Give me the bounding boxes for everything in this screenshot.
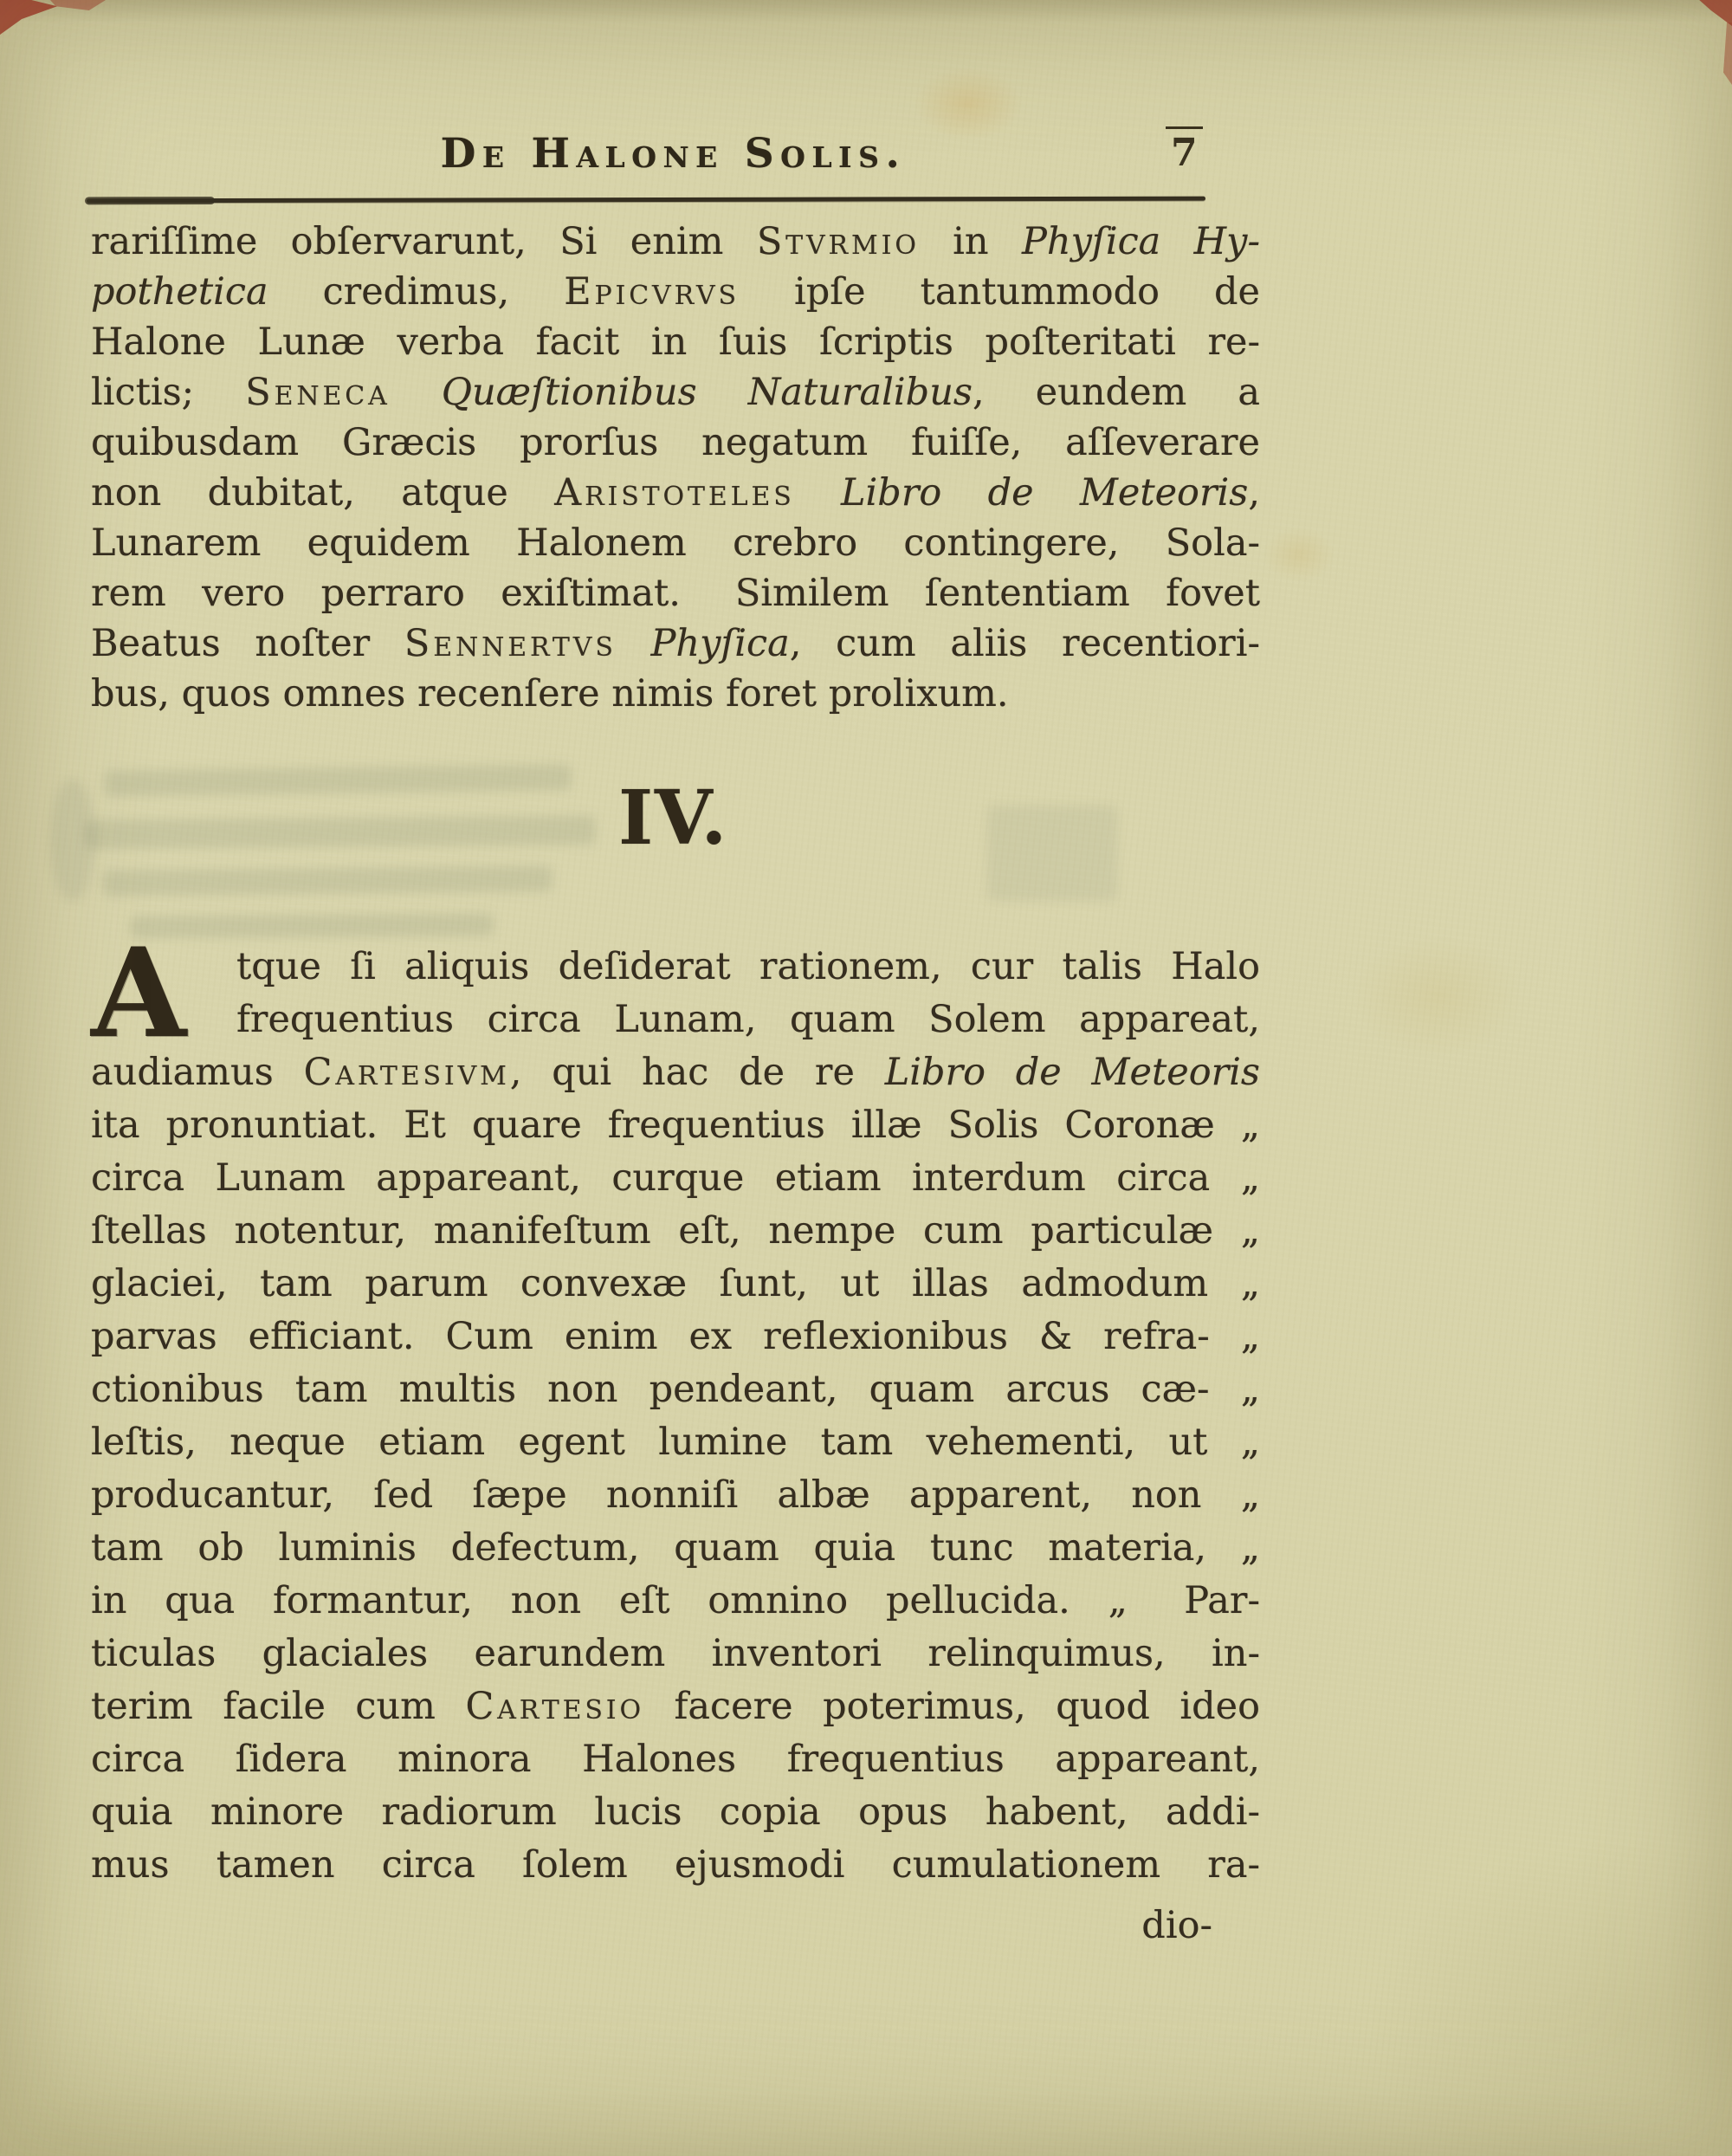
text-line xyxy=(91,1680,1260,1733)
text-segment: rariſſime obſervarunt, Si enim xyxy=(91,220,757,263)
text-line xyxy=(91,1258,1260,1311)
text-line xyxy=(91,1522,1260,1575)
smallcaps-name-segment: Stvrmio xyxy=(756,220,920,263)
header-rule xyxy=(87,197,1205,204)
text-line xyxy=(91,1786,1260,1839)
section-heading: IV. xyxy=(617,774,729,862)
smallcaps-name-segment: Cartesio xyxy=(465,1685,644,1728)
text-segment: ſtellas notentur, manifeſtum eſt, nempe cum particulæ „ xyxy=(91,1209,1260,1253)
show-through-line xyxy=(102,865,553,896)
text-line xyxy=(91,941,1260,994)
text-line xyxy=(91,1046,1260,1099)
smallcaps-name-segment: Sennertvs xyxy=(404,622,617,665)
text-segment: frequentius circa Lunam, quam Solem appareat, xyxy=(236,998,1260,1041)
smallcaps-name-segment: Aristoteles xyxy=(554,471,795,515)
text-segment: circa ſidera minora Halones frequentius appareant, xyxy=(91,1738,1260,1781)
text-line xyxy=(91,994,1260,1046)
smallcaps-name-segment: Epicvrvs xyxy=(564,270,740,314)
scan-artifact-top-left-2 xyxy=(50,0,106,10)
drop-cap-initial: A xyxy=(91,922,187,1065)
text-segment: quia minore radiorum lucis copia opus habent, addi- xyxy=(91,1790,1260,1834)
text-line xyxy=(91,217,1260,267)
text-segment: producantur, ſed ſæpe nonniſi albæ apparent, non „ xyxy=(91,1473,1260,1517)
text-line xyxy=(91,669,1260,719)
text-segment: glaciei, tam parum convexæ ſunt, ut illas admodum „ xyxy=(91,1262,1260,1305)
text-line xyxy=(91,1416,1260,1469)
text-segment: credimus, xyxy=(268,270,565,314)
text-segment: , xyxy=(1248,471,1260,515)
text-line xyxy=(91,1733,1260,1786)
text-segment: , cum aliis recentiori- xyxy=(789,622,1261,665)
show-through-blot xyxy=(50,780,95,901)
text-line xyxy=(91,1575,1260,1628)
text-segment: bus, quos omnes recenſere nimis foret prolixum. xyxy=(91,672,1009,715)
text-segment: Beatus noſter xyxy=(91,622,404,665)
text-segment: in xyxy=(919,220,1022,263)
text-line xyxy=(91,1363,1260,1416)
scan-artifact-top-right xyxy=(1685,0,1732,26)
text-segment: Halone Lunæ verba facit in ſuis ſcriptis poſteritati re- xyxy=(91,320,1260,364)
italic-segment: Quæſtionibus Naturalibus xyxy=(441,371,973,414)
italic-segment: Phyſica xyxy=(650,622,790,665)
text-segment: in qua formantur, non eſt omnino pellucida. „ Par- xyxy=(91,1579,1260,1622)
italic-segment: Phyſica Hy- xyxy=(1021,220,1260,263)
scan-artifact-top-right-2 xyxy=(1723,23,1732,85)
text-line xyxy=(91,1628,1260,1680)
text-segment: ctionibus tam multis non pendeant, quam arcus cæ- „ xyxy=(91,1368,1260,1411)
text-segment: terim facile cum xyxy=(91,1685,466,1728)
text-line xyxy=(91,1469,1260,1522)
text-segment: ticulas glaciales earundem inventori relinquimus, in- xyxy=(91,1632,1260,1675)
running-title: De Halone Solis. xyxy=(440,130,907,178)
text-line xyxy=(91,267,1260,317)
text-line xyxy=(91,1205,1260,1258)
text-line xyxy=(91,1099,1260,1152)
text-segment: circa Lunam appareant, curque etiam interdum circa „ xyxy=(91,1156,1260,1200)
text-segment xyxy=(617,622,651,665)
text-segment: Lunarem equidem Halonem crebro contingere, Sola- xyxy=(91,521,1260,565)
text-segment xyxy=(795,471,841,515)
text-segment: audiamus xyxy=(91,1051,304,1094)
text-segment xyxy=(391,371,442,414)
text-segment: rem vero perraro exiſtimat. Similem ſententiam fovet xyxy=(91,572,1260,615)
smallcaps-name-segment: Seneca xyxy=(245,371,391,414)
text-segment: , eundem a xyxy=(972,371,1261,414)
catchword: dio- xyxy=(1141,1904,1212,1947)
text-line xyxy=(91,568,1260,618)
text-line xyxy=(91,367,1260,418)
text-line xyxy=(91,518,1260,568)
text-line xyxy=(91,468,1260,518)
italic-segment: Libro de Meteoris xyxy=(840,471,1249,515)
text-line xyxy=(91,1152,1260,1205)
text-segment: parvas efficiant. Cum enim ex reflexionibus & refra- „ xyxy=(91,1315,1260,1358)
italic-segment: Libro de Meteoris xyxy=(884,1051,1260,1094)
text-segment: tque ſi aliquis deſiderat rationem, cur talis Halo xyxy=(236,945,1260,988)
text-segment: ipſe tantummodo de xyxy=(739,270,1261,314)
text-segment: ita pronuntiat. Et quare frequentius illæ Solis Coronæ „ xyxy=(91,1104,1260,1147)
text-line xyxy=(91,418,1260,468)
text-segment: , qui hac de re xyxy=(509,1051,885,1094)
paragraph-second xyxy=(91,922,1260,1892)
text-line xyxy=(91,317,1260,367)
page-number-value: 7 xyxy=(1166,126,1203,175)
text-line xyxy=(91,618,1260,669)
text-segment: quibusdam Græcis prorſus negatum fuiſſe, aſſeverare xyxy=(91,421,1260,464)
text-segment: mus tamen circa ſolem ejusmodi cumulationem ra- xyxy=(91,1843,1260,1887)
text-line xyxy=(91,1311,1260,1363)
paragraph-second-lines xyxy=(91,922,1260,1892)
text-line xyxy=(91,1839,1260,1892)
text-segment: lictis; xyxy=(91,371,246,414)
text-segment: leſtis, neque etiam egent lumine tam vehementi, ut „ xyxy=(91,1421,1260,1464)
text-segment: facere poterimus, quod ideo xyxy=(643,1685,1260,1728)
scan-artifact-top-left xyxy=(0,0,57,35)
italic-segment: pothetica xyxy=(91,270,268,314)
smallcaps-name-segment: Cartesivm xyxy=(303,1051,510,1094)
page-number xyxy=(1166,126,1203,175)
paragraph-first xyxy=(91,217,1260,719)
text-segment: non dubitat, atque xyxy=(91,471,555,515)
text-segment: tam ob luminis defectum, quam quia tunc materia, „ xyxy=(91,1526,1260,1570)
